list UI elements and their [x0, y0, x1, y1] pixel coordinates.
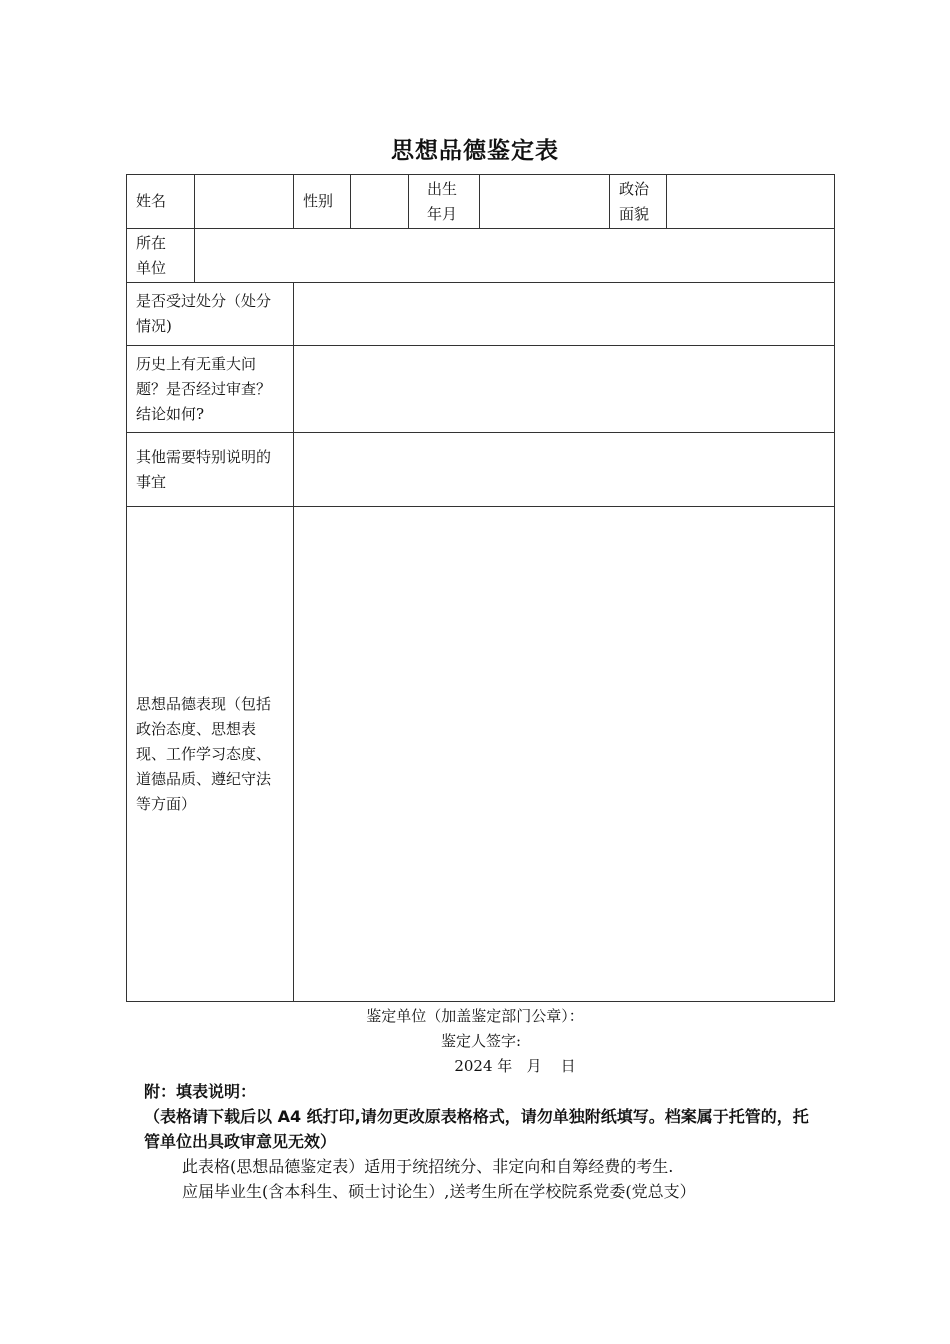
gender-field[interactable]	[351, 175, 409, 229]
punishment-label: 是否受过处分（处分情况)	[127, 283, 294, 346]
notes-heading: 附：填表说明：	[144, 1082, 257, 1101]
unit-label-line1: 所在	[136, 233, 167, 252]
name-field[interactable]	[195, 175, 294, 229]
history-field[interactable]	[294, 346, 835, 433]
unit-field[interactable]	[195, 229, 835, 283]
political-label-line2: 面貌	[619, 204, 650, 223]
appraisal-form-table	[126, 174, 835, 1002]
unit-label	[127, 229, 195, 283]
notes-section	[144, 1079, 824, 1204]
gender-label: 性别	[294, 175, 351, 229]
punishment-field[interactable]	[294, 283, 835, 346]
notes-line-1: 此表格(思想品德鉴定表）适用于统招统分、非定向和自筹经费的考生.	[182, 1157, 674, 1176]
birth-label-line1: 出生	[427, 179, 458, 198]
other-matters-label: 其他需要特别说明的事宜	[127, 433, 294, 507]
birth-label-line2: 年月	[427, 204, 458, 223]
unit-label-line2: 单位	[136, 258, 167, 277]
appraiser-signature-line: 鉴定人签字:	[440, 1032, 522, 1050]
name-label: 姓名	[127, 175, 195, 229]
history-label: 历史上有无重大问题？是否经过审查？结论如何?	[127, 346, 294, 433]
other-matters-field[interactable]	[294, 433, 835, 507]
birth-field[interactable]	[480, 175, 610, 229]
page-title: 思想品德鉴定表	[391, 138, 559, 164]
birth-label	[409, 175, 480, 229]
appraisal-unit-line: 鉴定单位（加盖鉴定部门公章）：	[366, 1007, 584, 1025]
notes-line-2: 应届毕业生(含本科生、硕士讨论生）,送考生所在学校院系党委(党总支）	[182, 1182, 696, 1201]
political-label-line1: 政治	[619, 179, 650, 198]
notes-warning: （表格请下载后以 A4 纸打印,请勿更改原表格格式，请勿单独附纸填写。档案属于托管的，托管单位出具政审意见无效）	[144, 1107, 809, 1151]
political-field[interactable]	[667, 175, 835, 229]
political-label	[610, 175, 667, 229]
performance-field[interactable]	[294, 507, 835, 1002]
date-line: 2024 年 月 日	[454, 1057, 576, 1075]
performance-label: 思想品德表现（包括政治态度、思想表现、工作学习态度、道德品质、遵纪守法等方面）	[127, 507, 294, 1002]
